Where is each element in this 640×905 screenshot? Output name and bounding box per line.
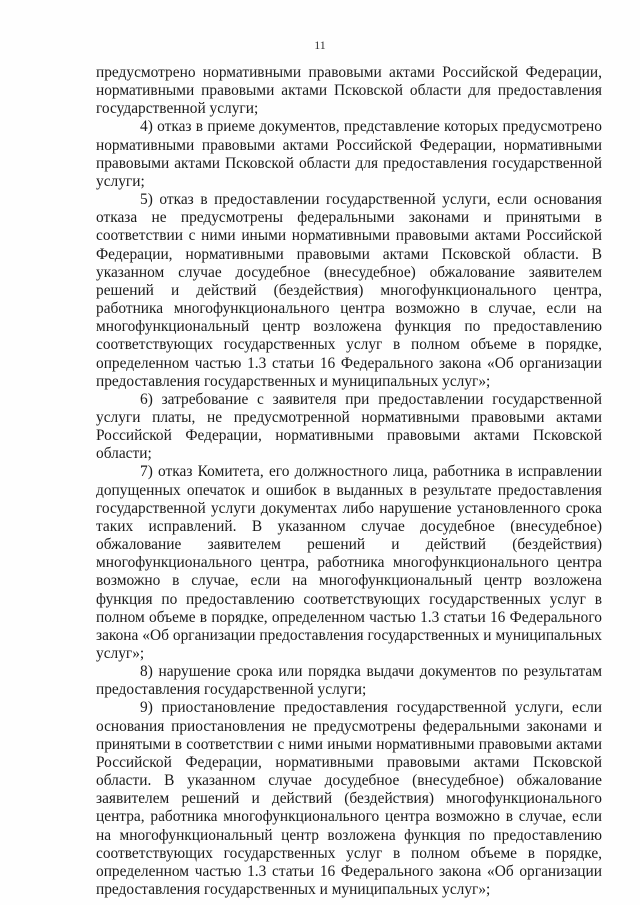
paragraph-item-6: 6) затребование с заявителя при предоставлении государственной услуги платы, не предусмотренной нормативными правовыми актами Российской Федерации, нормативными правовыми актами Псковской области; xyxy=(96,390,602,463)
document-body xyxy=(96,64,602,899)
paragraph-item-7: 7) отказ Комитета, его должностного лица, работника в исправлении допущенных опечаток и ошибок в выданных в результате предоставления государственной услуги документах либо нарушение установленного срока таких исправлений. В указанном случае досудебное (внесудебное) обжалование заявителем решений и действий (бездействия) многофункционального центра, работника многофункционального центра возможно в случае, если на многофункциональный центр возложена функция по предоставлению соответствующих государственных услуг в полном объеме в порядке, определенном частью 1.3 статьи 16 Федерального закона «Об организации предоставления государственных и муниципальных услуг»; xyxy=(96,463,602,662)
paragraph-item-4: 4) отказ в приеме документов, представление которых предусмотрено нормативными правовыми актами Российской Федерации, нормативными правовыми актами Псковской области для предоставления государственной услуги; xyxy=(96,118,602,190)
paragraph-item-8: 8) нарушение срока или порядка выдачи документов по результатам предоставления государственной услуги; xyxy=(96,663,602,699)
paragraph-continuation: предусмотрено нормативными правовыми актами Российской Федерации, нормативными правовыми актами Псковской области для предоставления государственной услуги; xyxy=(96,64,602,118)
paragraph-item-5: 5) отказ в предоставлении государственной услуги, если основания отказа не предусмотрены федеральными законами и принятыми в соответствии с ними иными нормативными правовыми актами Российской Федерации, нормативными правовыми актами Псковской области. В указанном случае досудебное (внесудебное) обжалование заявителем решений и действий (бездействия) многофункционального центра, работника многофункционального центра возможно в случае, если на многофункциональный центр возложена функция по предоставлению соответствующих государственных услуг в полном объеме в порядке, определенном частью 1.3 статьи 16 Федерального закона «Об организации предоставления государственных и муниципальных услуг»; xyxy=(96,191,602,390)
paragraph-item-9: 9) приостановление предоставления государственной услуги, если основания приостановления не предусмотрены федеральными законами и принятыми в соответствии с ними иными нормативными правовыми актами Российской Федерации, нормативными правовыми актами Псковской области. В указанном случае досудебное (внесудебное) обжалование заявителем решений и действий (бездействия) многофункционального центра, работника многофункционального центра возможно в случае, если на многофункциональный центр возложена функция по предоставлению соответствующих государственных услуг в полном объеме в порядке, определенном частью 1.3 статьи 16 Федерального закона «Об организации предоставления государственных и муниципальных услуг»; xyxy=(96,699,602,899)
page-number: 11 xyxy=(314,38,326,52)
